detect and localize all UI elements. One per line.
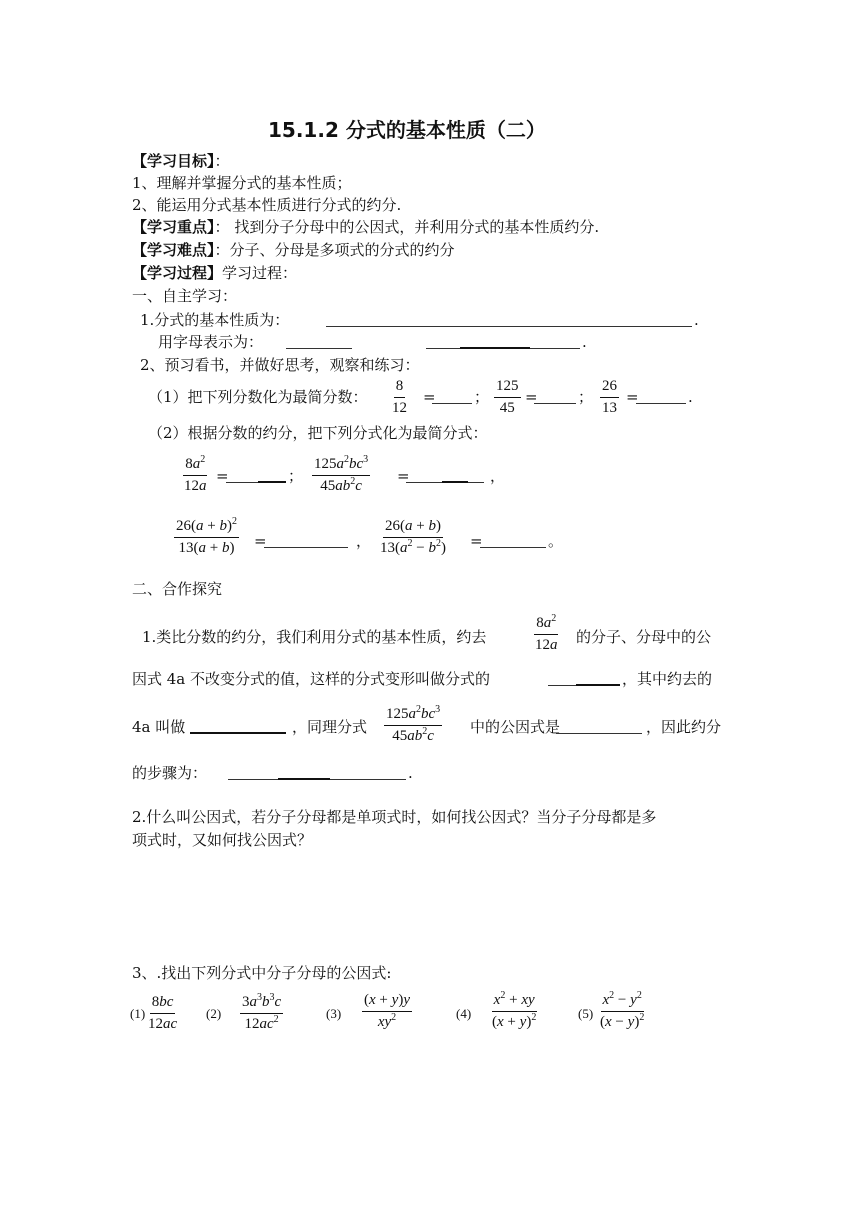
q1b-label: 用字母表示为： [158,333,264,351]
process-heading: 【学习过程】 [132,264,223,282]
answer-blank-1[interactable] [432,389,472,404]
fraction-x2y2-xy2 [598,992,646,1031]
fraction-xyy-xy2 [362,992,412,1031]
fraction-26ab2-13ab [174,518,239,557]
eq-sign: = [525,388,538,406]
frac-den: $45ab^2c$ [392,726,434,744]
goals-heading-line [132,152,230,170]
s2-q2-line1: 2.什么叫公因式，若分子分母都是单项式时，如何找公因式？当分子分母都是多 [132,808,657,826]
frac-num: 8 [394,378,406,398]
s2-q1-line1: 1.类比分数的约分，我们利用分式的基本性质，约去 [142,628,487,646]
fraction-125a2bc3-45ab2c [312,456,370,495]
eq-sign: = [216,467,229,485]
answer-blank-4a[interactable] [226,468,258,483]
answer-blank-3[interactable] [636,389,686,404]
goal-item-2: 2、能运用分式基本性质进行分式的约分. [132,196,402,214]
difficulty-line [132,241,455,259]
q1b-answer-blank-a[interactable] [286,334,352,349]
s2-q1-line4-end: . [408,764,413,782]
answer-blank-5b[interactable] [442,468,468,483]
fraction-125-45 [494,378,521,417]
section3-title: 3、.找出下列分式中分子分母的公因式: [132,964,392,982]
eq-sign: = [470,532,483,550]
answer-blank-9[interactable] [190,719,286,734]
semicolon: ； [288,467,304,485]
part1-label: （1）把下列分数化为最简分数： [148,388,368,406]
frac-den: $(x - y)^2$ [600,1012,645,1030]
answer-blank-11b[interactable] [278,765,330,780]
frac-num: $x^2 - y^2$ [601,992,644,1012]
q1b-period: . [582,333,587,351]
s2-q1-line3-a: 4a 叫做 [132,718,186,736]
q1b-answer-blank-d[interactable] [530,334,580,349]
frac-den: 13 [602,400,617,416]
section1-q2: 2、预习看书，并做好思考，观察和练习： [140,356,420,374]
frac-num: $8a^2$ [183,456,207,476]
s2-q1-line3-d: ，因此约分 [646,718,722,736]
process-line [132,264,297,282]
frac-num: 26 [600,378,619,398]
q1-label: 1.分式的基本性质为： [140,311,290,329]
frac-num: $3a^3b^3c$ [240,994,283,1014]
semicolon: ； [578,388,594,406]
answer-blank-6[interactable] [264,533,348,548]
answer-blank-8a[interactable] [548,671,576,686]
fraction-x2xy-xy2 [490,992,538,1031]
semicolon: ； [474,388,490,406]
item-label-1: (1) [130,1006,146,1021]
focus-text: 找到分子分母中的公因式，并利用分式的基本性质约分. [234,218,600,236]
frac-den: $45ab^2c$ [320,476,362,494]
item-label-4: (4) [456,1006,472,1021]
eq-sign: = [626,388,639,406]
s2-q2-line2: 项式时，又如何找公因式？ [132,831,313,849]
answer-blank-10[interactable] [556,719,642,734]
frac-num: $125a^2bc^3$ [384,706,442,726]
frac-num: 125 [494,378,521,398]
answer-blank-4b[interactable] [258,468,286,483]
answer-blank-11c[interactable] [330,765,406,780]
answer-blank-5a[interactable] [406,468,442,483]
period: . [688,388,693,406]
item-label-5: (5) [578,1006,594,1021]
fraction-8-12 [390,378,409,417]
fraction-3a3b3c-12ac2 [240,994,283,1033]
item-label-3: (3) [326,1006,342,1021]
focus-heading: 【学习重点】 [132,218,215,236]
s2-q1-line2-b: ，其中约去的 [622,670,713,688]
frac-den: $xy^2$ [377,1012,397,1030]
fraction-26ab-13a2b2 [378,518,448,557]
section2-title: 二、合作探究 [132,580,223,598]
s2-q1-line2-a: 因式 4a 不改变分式的值，这样的分式变形叫做分式的 [132,670,491,688]
frac-den: 12 [392,400,407,416]
answer-blank-2[interactable] [534,389,576,404]
fraction-8bc-12ac [146,994,179,1033]
goal-item-1: 1、理解并掌握分式的基本性质； [132,174,352,192]
s2-q1-line3-c: 中的公因式是 [470,718,561,736]
comma: ， [356,532,372,550]
end-mark: 。 [548,532,564,550]
q1b-answer-blank-c[interactable] [460,334,530,349]
fraction-26-13 [600,378,619,417]
frac-den: $13(a^2 - b^2)$ [380,538,446,556]
goals-heading: 【学习目标】 [132,152,215,170]
q1-answer-blank[interactable] [326,312,692,327]
frac-num: (x + y)y [362,992,412,1012]
process-text: 学习过程： [222,264,298,282]
page-title: 15.1.2 分式的基本性质（二） [268,118,546,142]
frac-num: $8a^2$ [534,615,558,635]
s2-q1-line1-end: 的分子、分母中的公 [576,628,712,646]
frac-num: $26(a + b)^2$ [174,518,239,538]
frac-num: $125a^2bc^3$ [312,456,370,476]
q1b-answer-blank-b[interactable] [426,334,460,349]
comma: ， [490,467,506,485]
answer-blank-5c[interactable] [468,468,484,483]
frac-den: $12ac^2$ [244,1014,279,1032]
section1-q1 [140,311,289,329]
frac-num: 26(a + b) [383,518,443,538]
fraction-8a2-12a-ref [533,615,560,654]
fraction-8a2-12a [182,456,209,495]
frac-den: $(x + y)^2$ [492,1012,537,1030]
difficulty-heading: 【学习难点】 [132,241,215,259]
part2-label: （2）根据分数的约分，把下列分式化为最简分式： [148,424,488,442]
answer-blank-8b[interactable] [576,671,620,686]
frac-num: 8bc [150,994,176,1014]
frac-den: 12a [535,637,558,653]
eq-sign: = [423,388,436,406]
goals-colon: ： [214,152,230,170]
difficulty-text: ：分子、分母是多项式的分式的约分 [214,241,455,259]
frac-num: $x^2$ + xy [492,992,537,1012]
eq-sign: = [397,467,410,485]
item-label-2: (2) [206,1006,222,1021]
frac-den: 12ac [148,1016,178,1032]
eq-sign: = [254,532,267,550]
answer-blank-11a[interactable] [228,765,278,780]
answer-blank-7[interactable] [480,533,546,548]
frac-den: 12a [184,478,207,494]
section1-title: 一、自主学习： [132,287,238,305]
frac-den: 13(a + b) [178,540,235,556]
fraction-125a2bc3-45ab2c-ref [384,706,442,745]
s2-q1-line3-b: ，同理分式 [292,718,368,736]
frac-den: 45 [499,400,515,416]
focus-colon: ： [214,218,230,236]
s2-q1-line4: 的步骤为： [132,764,208,782]
q1-period: . [694,311,699,329]
focus-line [132,218,599,236]
